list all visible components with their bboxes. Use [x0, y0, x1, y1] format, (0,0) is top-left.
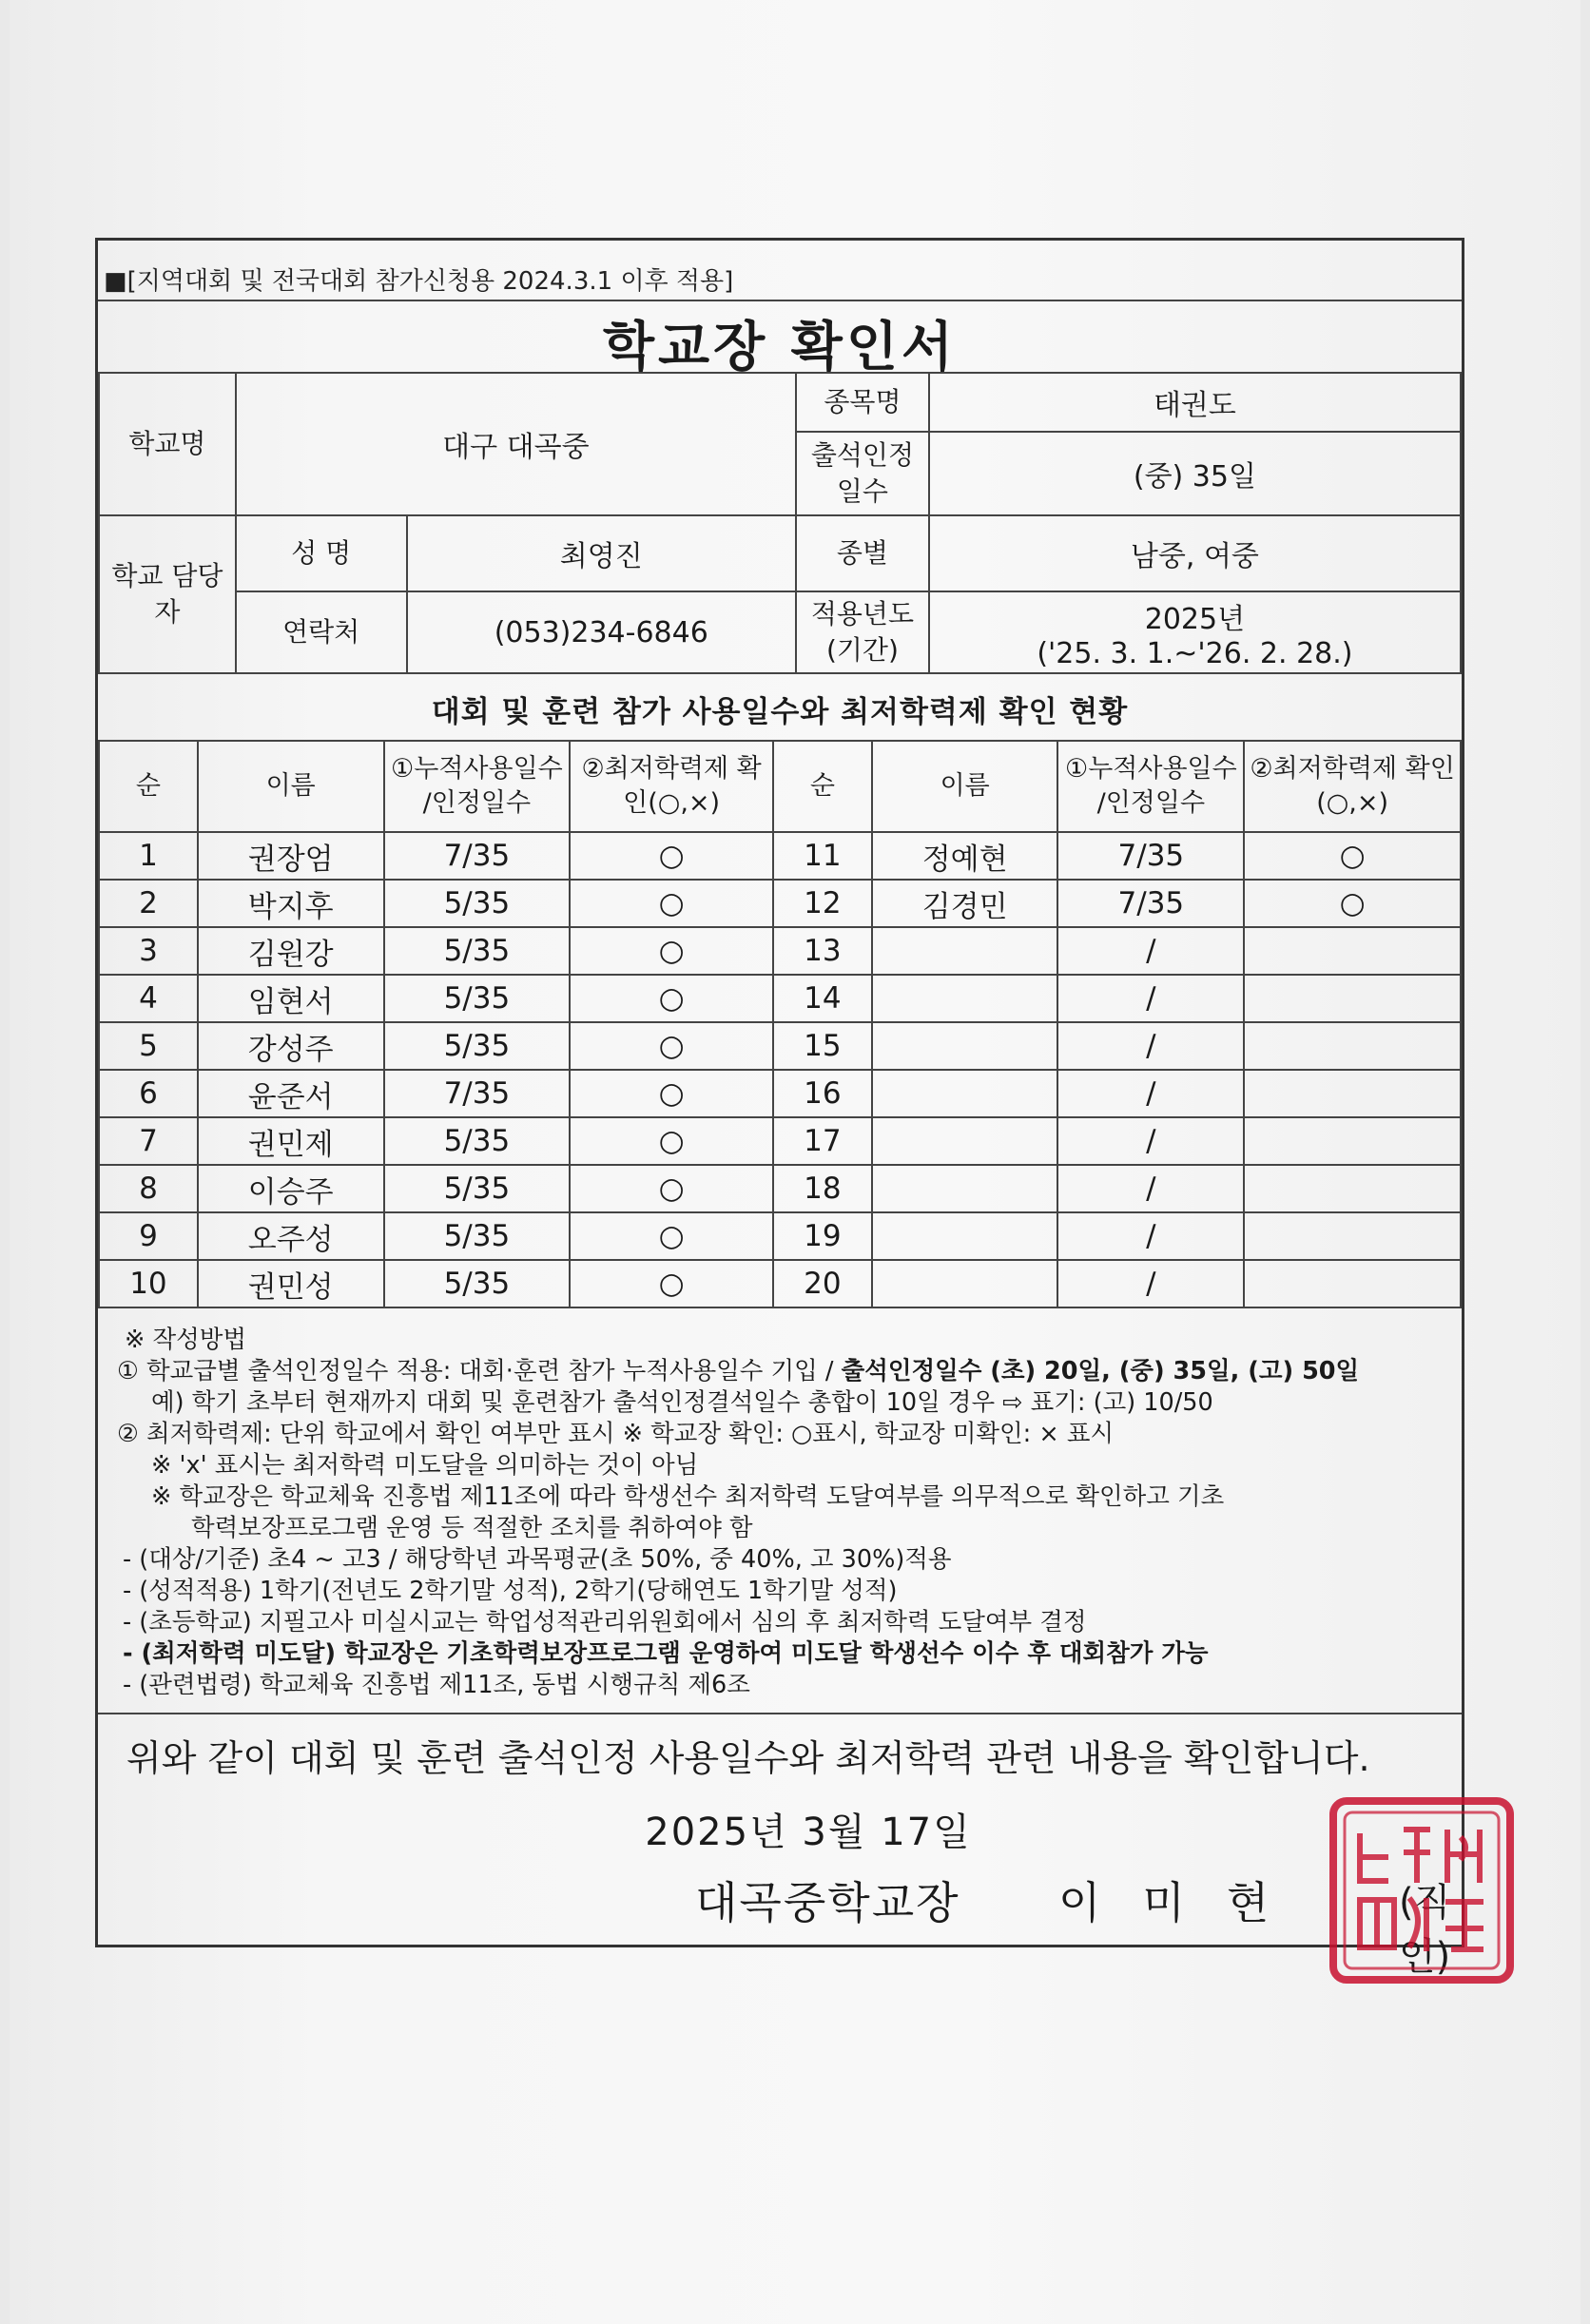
row-name: 윤준서 — [198, 1070, 384, 1117]
year-label: 적용년도 (기간) — [796, 591, 929, 673]
instr-line: 예) 학기 초부터 현재까지 대회 및 훈련참가 출석인정결석일수 총합이 10일 경우 ⇨ 표기: (고) 10/50 — [151, 1388, 1213, 1417]
period-value: ('25. 3. 1.~'26. 2. 28.) — [1037, 636, 1353, 670]
official-seal-icon — [1328, 1795, 1516, 1985]
row-days: 7/35 — [384, 1070, 571, 1117]
manager-label: 학교 담당자 — [99, 515, 236, 673]
row-name: 권장엄 — [198, 832, 384, 880]
row-name — [872, 1022, 1058, 1070]
header-check: ②최저학력제 확인(○,×) — [1244, 741, 1461, 832]
paper-sheet — [10, 0, 1580, 2324]
table-row — [99, 1022, 1461, 1070]
year-value: 2025년 — [1144, 602, 1246, 636]
roster-section-title: 대회 및 훈련 참가 사용일수와 최저학력제 확인 현황 — [431, 695, 1129, 729]
table-row — [99, 975, 1461, 1022]
roster-header-row — [99, 741, 1461, 832]
instr-heading: ※ 작성방법 — [125, 1326, 247, 1354]
row-days: / — [1057, 1260, 1244, 1307]
table-row — [99, 1260, 1461, 1307]
row-days: 7/35 — [1057, 832, 1244, 880]
school-label: 학교명 — [99, 373, 236, 515]
principal-name: 이미현 — [1058, 1877, 1311, 1928]
attendance-label: 출석인정 일수 — [796, 432, 929, 515]
row-days: 7/35 — [1057, 880, 1244, 927]
row-name: 권민성 — [198, 1260, 384, 1307]
row-num: 8 — [99, 1165, 198, 1212]
row-check: ○ — [570, 1165, 773, 1212]
row-num: 9 — [99, 1212, 198, 1260]
row-days: / — [1057, 1212, 1244, 1260]
row-name — [872, 927, 1058, 975]
sign-date: 2025년 3월 17일 — [645, 1811, 972, 1854]
instr-line: 학력보장프로그램 운영 등 적절한 조치를 취하여야 함 — [191, 1514, 753, 1542]
row-check — [1244, 1165, 1461, 1212]
instr-line: ※ 학교장은 학교체육 진흥법 제11조에 따라 학생선수 최저학력 도달여부를 의무적으로 확인하고 기초 — [151, 1482, 1225, 1511]
row-days: 5/35 — [384, 975, 571, 1022]
row-check — [1244, 1212, 1461, 1260]
header-days: ①누적사용일수 /인정일수 — [384, 741, 571, 832]
row-name — [872, 1165, 1058, 1212]
row-num: 14 — [773, 975, 872, 1022]
row-num: 7 — [99, 1117, 198, 1165]
instr-line: - (관련법령) 학교체육 진흥법 제11조, 동법 시행규칙 제6조 — [123, 1671, 750, 1699]
divider — [98, 1713, 1462, 1714]
row-name: 임현서 — [198, 975, 384, 1022]
row-check: ○ — [570, 880, 773, 927]
row-num: 19 — [773, 1212, 872, 1260]
row-check — [1244, 1022, 1461, 1070]
row-check — [1244, 1070, 1461, 1117]
row-days: / — [1057, 1165, 1244, 1212]
attendance-value: (중) 35일 — [929, 432, 1461, 515]
row-num: 2 — [99, 880, 198, 927]
table-row — [99, 1212, 1461, 1260]
category-value: 남중, 여중 — [929, 515, 1461, 591]
row-days: 5/35 — [384, 1212, 571, 1260]
row-name: 김원강 — [198, 927, 384, 975]
header-days: ①누적사용일수 /인정일수 — [1057, 741, 1244, 832]
category-label: 종별 — [796, 515, 929, 591]
row-check: ○ — [1244, 832, 1461, 880]
row-check: ○ — [570, 1260, 773, 1307]
instructions — [117, 1325, 1448, 1701]
row-num: 18 — [773, 1165, 872, 1212]
row-days: 5/35 — [384, 880, 571, 927]
row-num: 20 — [773, 1260, 872, 1307]
divider — [98, 300, 1462, 301]
name-label: 성 명 — [236, 515, 407, 591]
sport-value: 태권도 — [929, 373, 1461, 432]
instr-line — [117, 1356, 1448, 1387]
row-num: 16 — [773, 1070, 872, 1117]
table-row — [99, 832, 1461, 880]
row-name: 김경민 — [872, 880, 1058, 927]
row-check: ○ — [570, 1212, 773, 1260]
instr-line-1b: 출석인정일수 (초) 20일, (중) 35일, (고) 50일 — [841, 1357, 1360, 1385]
row-name — [872, 1260, 1058, 1307]
usage-note: ■[지역대회 및 전국대회 참가신청용 2024.3.1 이후 적용] — [104, 267, 734, 296]
row-days: / — [1057, 975, 1244, 1022]
row-num: 4 — [99, 975, 198, 1022]
instr-line: - (대상/기준) 초4 ~ 고3 / 해당학년 과목평균(초 50%, 중 40%, 고 30%)적용 — [123, 1545, 952, 1574]
name-value: 최영진 — [407, 515, 797, 591]
instr-line-1a: ① 학교급별 출석인정일수 적용: 대회·훈련 참가 누적사용일수 기입 / — [117, 1357, 842, 1385]
row-num: 13 — [773, 927, 872, 975]
info-table — [98, 372, 1462, 674]
row-check: ○ — [570, 1117, 773, 1165]
contact-value: (053)234-6846 — [407, 591, 797, 673]
row-name — [872, 975, 1058, 1022]
row-name — [872, 1212, 1058, 1260]
instr-line: ② 최저학력제: 단위 학교에서 확인 여부만 표시 ※ 학교장 확인: ○표시, 학교장 미확인: × 표시 — [117, 1420, 1115, 1448]
row-days: 5/35 — [384, 1022, 571, 1070]
row-name: 정예현 — [872, 832, 1058, 880]
row-name: 이승주 — [198, 1165, 384, 1212]
instr-line: ※ 'x' 표시는 최저학력 미도달을 의미하는 것이 아님 — [151, 1451, 699, 1480]
table-row — [99, 1117, 1461, 1165]
roster-table — [98, 740, 1462, 1308]
row-check — [1244, 927, 1461, 975]
row-num: 15 — [773, 1022, 872, 1070]
row-check — [1244, 1117, 1461, 1165]
row-check: ○ — [570, 1022, 773, 1070]
row-days: 5/35 — [384, 1165, 571, 1212]
row-check: ○ — [570, 927, 773, 975]
row-name: 박지후 — [198, 880, 384, 927]
row-num: 6 — [99, 1070, 198, 1117]
row-num: 3 — [99, 927, 198, 975]
year-cell — [929, 591, 1461, 673]
table-row — [99, 1070, 1461, 1117]
row-days: 5/35 — [384, 1260, 571, 1307]
instr-line: - (성적적용) 1학기(전년도 2학기말 성적), 2학기(당해연도 1학기말 성적) — [123, 1577, 898, 1605]
header-name: 이름 — [198, 741, 384, 832]
row-days: / — [1057, 1070, 1244, 1117]
row-check — [1244, 1260, 1461, 1307]
confirmation-form — [95, 238, 1464, 1979]
instr-line: - (초등학교) 지필고사 미실시교는 학업성적관리위원회에서 심의 후 최저학력 도달여부 결정 — [123, 1608, 1087, 1636]
row-check — [1244, 975, 1461, 1022]
row-name: 강성주 — [198, 1022, 384, 1070]
row-name — [872, 1070, 1058, 1117]
row-days: 5/35 — [384, 1117, 571, 1165]
row-days: / — [1057, 927, 1244, 975]
seal-label: (직인) — [1399, 1881, 1451, 1979]
row-check: ○ — [570, 975, 773, 1022]
confirm-statement: 위와 같이 대회 및 훈련 출석인정 사용일수와 최저학력 관련 내용을 확인합니다. — [126, 1737, 1370, 1779]
principal-title: 대곡중학교장 — [695, 1877, 960, 1928]
row-name: 오주성 — [198, 1212, 384, 1260]
row-num: 5 — [99, 1022, 198, 1070]
table-row — [99, 1165, 1461, 1212]
row-num: 1 — [99, 832, 198, 880]
row-days: / — [1057, 1117, 1244, 1165]
row-days: 7/35 — [384, 832, 571, 880]
row-num: 11 — [773, 832, 872, 880]
row-check: ○ — [1244, 880, 1461, 927]
header-num: 순 — [773, 741, 872, 832]
instr-line: - (최저학력 미도달) 학교장은 기초학력보장프로그램 운영하여 미도달 학생선수 이수 후 대회참가 가능 — [123, 1639, 1209, 1668]
row-days: / — [1057, 1022, 1244, 1070]
table-row — [99, 927, 1461, 975]
contact-label: 연락처 — [236, 591, 407, 673]
row-check: ○ — [570, 1070, 773, 1117]
table-row — [99, 880, 1461, 927]
row-name — [872, 1117, 1058, 1165]
header-name: 이름 — [872, 741, 1058, 832]
header-check: ②최저학력제 확인(○,×) — [570, 741, 773, 832]
sport-label: 종목명 — [796, 373, 929, 432]
header-num: 순 — [99, 741, 198, 832]
school-value: 대구 대곡중 — [236, 373, 796, 515]
row-num: 12 — [773, 880, 872, 927]
row-num: 10 — [99, 1260, 198, 1307]
row-num: 17 — [773, 1117, 872, 1165]
form-title: 학교장 확인서 — [602, 317, 958, 378]
row-check: ○ — [570, 832, 773, 880]
row-name: 권민제 — [198, 1117, 384, 1165]
row-days: 5/35 — [384, 927, 571, 975]
